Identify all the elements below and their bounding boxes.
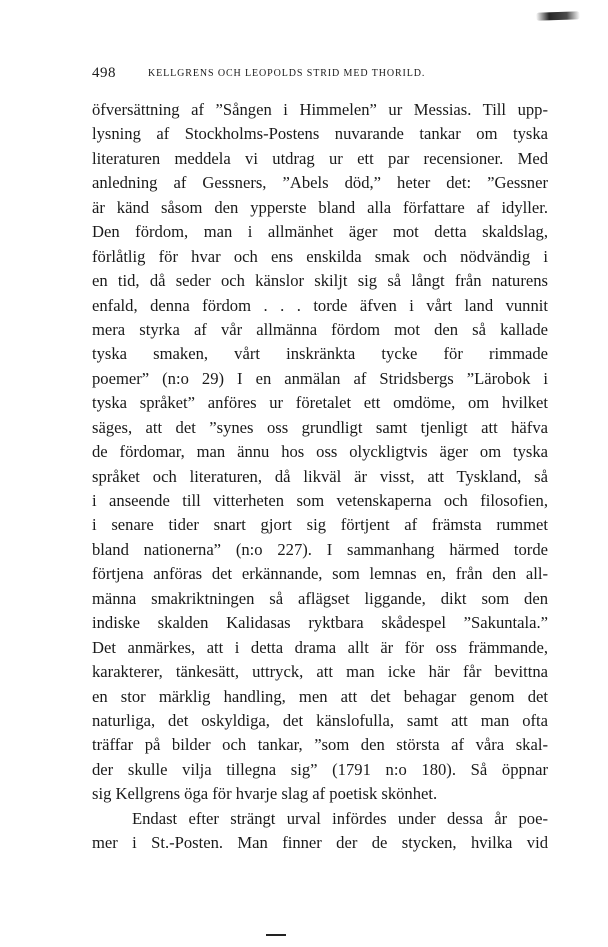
text-line: männa smakriktningen så aflägset liggande, dikt som den (92, 588, 548, 608)
text-line: en tid, då seder och känslor skiljt sig så långt från naturens (92, 271, 548, 291)
text-line: lysning af Stockholms-Postens nuvarande tankar om tyska (92, 124, 548, 144)
text-line: der skulle vilja tillegna sig” (1791 n:o 180). Så öppnar (92, 759, 548, 779)
text-line: enfald, denna fördom . . . torde äfven i vårt land vunnit (92, 295, 548, 315)
text-line: tyska språket” anföres ur företalet ett omdöme, om hvilket (92, 393, 548, 413)
text-line-paragraph-end: sig Kellgrens öga för hvarje slag af poetisk skönhet. (92, 784, 438, 804)
text-line: är känd såsom den ypperste bland alla författare af idyller. (92, 197, 548, 217)
text-line-paragraph-start: Endast efter strängt urval infördes under dessa år poe- (132, 808, 548, 828)
text-line: säges, att det ”synes oss grundligt samt tjenligt att häfva (92, 417, 548, 437)
text-line: literaturen meddela vi utdrag ur ett par recensioner. Med (92, 148, 548, 168)
text-line: anledning af Gessners, ”Abels död,” heter det: ”Gessner (92, 173, 548, 193)
text-line: förtjena anföras det erkännande, som lemnas en, från den all- (92, 564, 548, 584)
text-line: öfversättning af ”Sången i Himmelen” ur Messias. Till upp- (92, 100, 548, 119)
text-line: mer i St.-Posten. Man finner der de stycken, hvilka vid (92, 833, 548, 853)
text-line: naturliga, det oskyldiga, det känslofulla, samt att man ofta (92, 710, 548, 730)
text-line: poemer” (n:o 29) I en anmälan af Stridsbergs ”Lärobok i (92, 368, 548, 388)
running-title: KELLGRENS OCH LEOPOLDS STRID MED THORILD. (148, 68, 426, 79)
text-line: förlåtlig för hvar och ens enskilda smak och nödvändig i (92, 246, 548, 266)
text-line: träffar på bilder och tankar, ”som den största af våra skal- (92, 735, 548, 755)
ink-smudge-mark (536, 11, 580, 21)
page-number: 498 (92, 65, 116, 81)
text-line: i anseende till vitterheten som vetenskaperna och filosofien, (92, 491, 548, 510)
text-line: språket och literaturen, då likväl är visst, att Tyskland, så (92, 466, 548, 486)
page-header (92, 65, 548, 83)
footer-signature-mark (266, 934, 286, 936)
text-line: Det anmärkes, att i detta drama allt är för oss främmande, (92, 637, 548, 657)
body-text (92, 98, 548, 856)
text-line: bland nationerna” (n:o 227). I sammanhang härmed torde (92, 539, 548, 559)
text-line: mera styrka af vår allmänna fördom mot den så kallade (92, 319, 548, 339)
text-line: karakterer, tänkesätt, uttryck, att man icke här får bevittna (92, 662, 548, 682)
text-line: de fördomar, man ännu hos oss olyckligtvis äger om tyska (92, 442, 548, 462)
text-line: i senare tider snart gjort sig förtjent af främsta rummet (92, 515, 548, 535)
text-line: tyska smaken, vårt inskränkta tycke för rimmade (92, 344, 548, 364)
text-line: en stor märklig handling, men att det behagar genom det (92, 686, 548, 706)
text-line: indiske skalden Kalidasas ryktbara skådespel ”Sakuntala.” (92, 613, 548, 633)
text-line: Den fördom, man i allmänhet äger mot detta skaldslag, (92, 222, 548, 242)
